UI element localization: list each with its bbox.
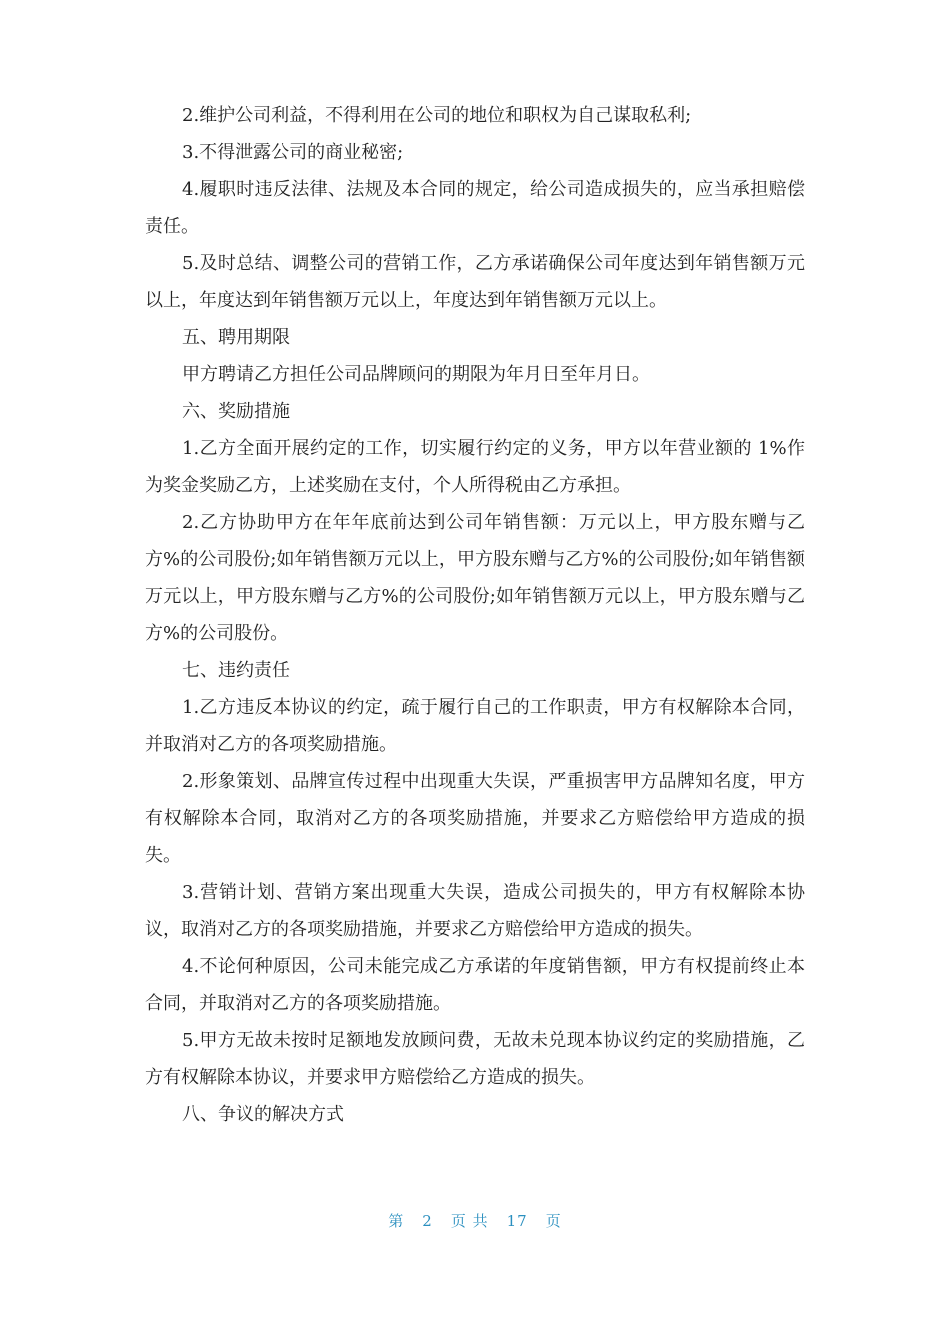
document-body (145, 97, 805, 1133)
paragraph-item: 甲方聘请乙方担任公司品牌顾问的期限为年月日至年月日。 (182, 364, 650, 385)
paragraph-item: 4.不论何种原因，公司未能完成乙方承诺的年度销售额，甲方有权提前终止本合同，并取消对乙方的各项奖励措施。 (145, 956, 805, 1014)
section-heading: 七、违约责任 (182, 660, 290, 681)
paragraph-item: 2.形象策划、品牌宣传过程中出现重大失误，严重损害甲方品牌知名度，甲方有权解除本合同，取消对乙方的各项奖励措施，并要求乙方赔偿给甲方造成的损失。 (145, 771, 805, 866)
footer-label-of: 页 共 (450, 1212, 489, 1230)
paragraph-item: 2.乙方协助甲方在年年底前达到公司年销售额：万元以上，甲方股东赠与乙方%的公司股份;如年销售额万元以上，甲方股东赠与乙方%的公司股份;如年销售额万元以上，甲方股东赠与乙方%的公司股份;如年销售额万元以上，甲方股东赠与乙方%的公司股份。 (145, 512, 805, 644)
footer-label-page: 第 (388, 1212, 405, 1230)
paragraph-item: 2.维护公司利益，不得利用在公司的地位和职权为自己谋取私利; (182, 105, 692, 126)
paragraph-item: 4.履职时违反法律、法规及本合同的规定，给公司造成损失的，应当承担赔偿责任。 (145, 179, 805, 237)
footer-total-pages: 17 (506, 1212, 528, 1230)
paragraph-item: 5.及时总结、调整公司的营销工作，乙方承诺确保公司年度达到年销售额万元以上，年度达到年销售额万元以上，年度达到年销售额万元以上。 (145, 253, 805, 311)
footer-current-page: 2 (422, 1212, 433, 1230)
section-heading: 五、聘用期限 (182, 327, 290, 348)
paragraph-item: 1.乙方全面开展约定的工作，切实履行约定的义务，甲方以年营业额的 1%作为奖金奖励乙方，上述奖励在支付，个人所得税由乙方承担。 (145, 438, 805, 496)
paragraph-item: 3.不得泄露公司的商业秘密; (182, 142, 404, 163)
section-heading: 八、争议的解决方式 (182, 1104, 344, 1125)
footer-label-pages: 页 (545, 1212, 562, 1230)
paragraph-item: 5.甲方无故未按时足额地发放顾问费，无故未兑现本协议约定的奖励措施，乙方有权解除本协议，并要求甲方赔偿给乙方造成的损失。 (145, 1030, 805, 1088)
paragraph-item: 1.乙方违反本协议的约定，疏于履行自己的工作职责，甲方有权解除本合同，并取消对乙方的各项奖励措施。 (145, 697, 805, 755)
page-footer (0, 1210, 950, 1231)
paragraph-item: 3.营销计划、营销方案出现重大失误，造成公司损失的，甲方有权解除本协议，取消对乙方的各项奖励措施，并要求乙方赔偿给甲方造成的损失。 (145, 882, 805, 940)
section-heading: 六、奖励措施 (182, 401, 290, 422)
